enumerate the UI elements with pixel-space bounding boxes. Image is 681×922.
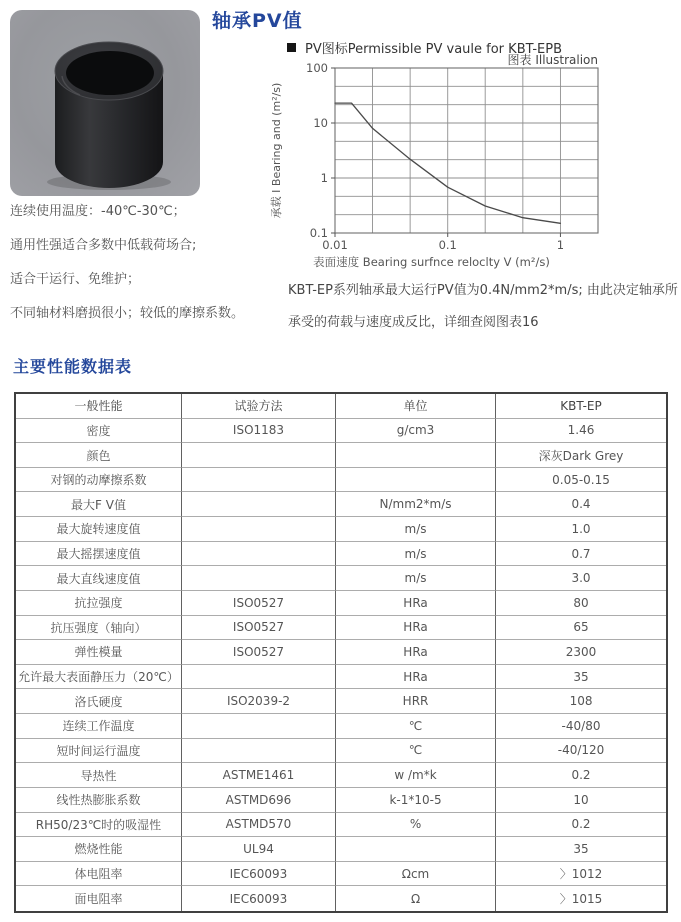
- table-cell: 燃烧性能: [16, 837, 182, 862]
- table-cell: 0.7: [496, 542, 666, 567]
- table-cell: [336, 468, 496, 493]
- table-cell: HRa: [336, 591, 496, 616]
- header-cell: KBT-EP: [496, 394, 666, 419]
- table-cell: 允许最大表面静压力（20℃）: [16, 665, 182, 690]
- table-cell: HRa: [336, 640, 496, 665]
- table-cell: ISO0527: [182, 616, 336, 641]
- table-cell: 80: [496, 591, 666, 616]
- table-cell: -40/80: [496, 714, 666, 739]
- intro-point: 连续使用温度：-40℃-30℃；: [10, 204, 186, 219]
- table-cell: 导热性: [16, 763, 182, 788]
- y-axis-tick-label: 10: [313, 116, 328, 130]
- x-axis-tick-label: 1: [556, 238, 565, 252]
- table-cell: 面电阻率: [16, 886, 182, 911]
- y-axis-tick-label: 1: [320, 171, 328, 185]
- table-cell: 短时间运行温度: [16, 739, 182, 764]
- table-cell: [182, 739, 336, 764]
- intro-point: 通用性强适合多数中低载荷场合;: [10, 238, 197, 253]
- table-cell: 最大F V值: [16, 492, 182, 517]
- table-cell: 颜色: [16, 443, 182, 468]
- table-cell: -40/120: [496, 739, 666, 764]
- table-cell: 65: [496, 616, 666, 641]
- header-cell: 试验方法: [182, 394, 336, 419]
- table-cell: g/cm3: [336, 419, 496, 444]
- table-cell: 最大旋转速度值: [16, 517, 182, 542]
- y-axis-tick-label: 100: [306, 61, 328, 75]
- table-cell: [182, 714, 336, 739]
- pv-chart: [260, 58, 681, 280]
- header-cell: 单位: [336, 394, 496, 419]
- table-cell: 深灰Dark Grey: [496, 443, 666, 468]
- table-cell: RH50/23℃时的吸湿性: [16, 813, 182, 838]
- x-axis-tick-label: 0.1: [438, 238, 457, 252]
- table-cell: [182, 517, 336, 542]
- table-cell: k-1*10-5: [336, 788, 496, 813]
- table-cell: 最大直线速度值: [16, 566, 182, 591]
- intro-point: 不同轴材料磨损很小；较低的摩擦系数。: [10, 306, 245, 321]
- table-cell: 对钢的动摩擦系数: [16, 468, 182, 493]
- table-cell: Ωcm: [336, 862, 496, 887]
- table-cell: 线性热膨胀系数: [16, 788, 182, 813]
- table-cell: IEC60093: [182, 886, 336, 911]
- table-cell: 〉1012: [496, 862, 666, 887]
- intro-points: [10, 195, 244, 331]
- plot-border: [335, 68, 598, 233]
- table-cell: 0.2: [496, 813, 666, 838]
- bearing-bushing-image: [10, 10, 200, 196]
- table-cell: [336, 837, 496, 862]
- table-cell: 1.0: [496, 517, 666, 542]
- table-cell: 2300: [496, 640, 666, 665]
- table-cell: [182, 665, 336, 690]
- table-cell: 35: [496, 665, 666, 690]
- table-cell: ISO0527: [182, 640, 336, 665]
- table-cell: HRa: [336, 665, 496, 690]
- table-cell: 弹性模量: [16, 640, 182, 665]
- table-cell: w /m*k: [336, 763, 496, 788]
- x-axis-tick-label: 0.01: [322, 238, 348, 252]
- table-cell: 体电阻率: [16, 862, 182, 887]
- product-photo: [10, 10, 200, 196]
- table-cell: ISO1183: [182, 419, 336, 444]
- table-cell: [182, 542, 336, 567]
- table-cell: N/mm2*m/s: [336, 492, 496, 517]
- table-cell: 最大摇摆速度值: [16, 542, 182, 567]
- table-cell: 〉1015: [559, 892, 603, 907]
- table-cell: ASTME1461: [182, 763, 336, 788]
- table-cell: 3.0: [496, 566, 666, 591]
- table-cell: 密度: [16, 419, 182, 444]
- table-cell: 连续工作温度: [16, 714, 182, 739]
- table-cell: [336, 443, 496, 468]
- chart-heading-label: PV图标Permissible PV vaule for KBT-EPB: [305, 42, 563, 57]
- table-cell: 0.2: [496, 763, 666, 788]
- table-cell: HRR: [336, 689, 496, 714]
- chart-note-line1: KBT-EP系列轴承最大运行PV值为0.4N/mm2*m/s; 由此决定轴承所: [288, 283, 678, 298]
- table-cell: 108: [496, 689, 666, 714]
- table-cell: ISO2039-2: [182, 689, 336, 714]
- header-cell: 一般性能: [16, 394, 182, 419]
- y-axis-label: 承载 I Bearing and (m²/s): [270, 82, 283, 219]
- chart-note-line2: 承受的荷载与速度成反比，详细查阅图表16: [288, 315, 539, 330]
- x-axis-label: 表面速度 Bearing surfnce reloclty V (m²/s): [313, 255, 550, 269]
- table-cell: m/s: [336, 517, 496, 542]
- table-cell: 抗压强度（轴向）: [16, 616, 182, 641]
- table-cell: HRa: [336, 616, 496, 641]
- table-cell: [182, 443, 336, 468]
- table-cell: IEC60093: [182, 862, 336, 887]
- table-cell: ASTMD696: [182, 788, 336, 813]
- table-title: 主要性能数据表: [13, 357, 133, 376]
- table-cell: ISO0527: [182, 591, 336, 616]
- table-cell: 0.05-0.15: [496, 468, 666, 493]
- intro-point: 适合干运行、免维护；: [10, 272, 141, 287]
- table-cell: Ω: [336, 886, 496, 911]
- table-cell: ℃: [336, 739, 496, 764]
- table-cell: 抗拉强度: [16, 591, 182, 616]
- table-cell: ℃: [336, 714, 496, 739]
- performance-table: [14, 392, 668, 913]
- table-cell: 1.46: [496, 419, 666, 444]
- page-title: 轴承PV值: [212, 10, 303, 32]
- table-cell: [182, 566, 336, 591]
- table-cell: UL94: [182, 837, 336, 862]
- y-axis-tick-label: 0.1: [309, 226, 328, 240]
- table-cell: ASTMD570: [182, 813, 336, 838]
- table-cell: 0.4: [496, 492, 666, 517]
- table-cell: [182, 468, 336, 493]
- bullet-square-icon: [287, 43, 296, 52]
- table-cell: %: [336, 813, 496, 838]
- table-cell: 10: [496, 788, 666, 813]
- chart-corner-label: 图表 Illustralion: [507, 53, 598, 67]
- table-cell: m/s: [336, 566, 496, 591]
- table-cell: [182, 492, 336, 517]
- table-cell: 洛氏硬度: [16, 689, 182, 714]
- table-cell: 35: [496, 837, 666, 862]
- table-cell: m/s: [336, 542, 496, 567]
